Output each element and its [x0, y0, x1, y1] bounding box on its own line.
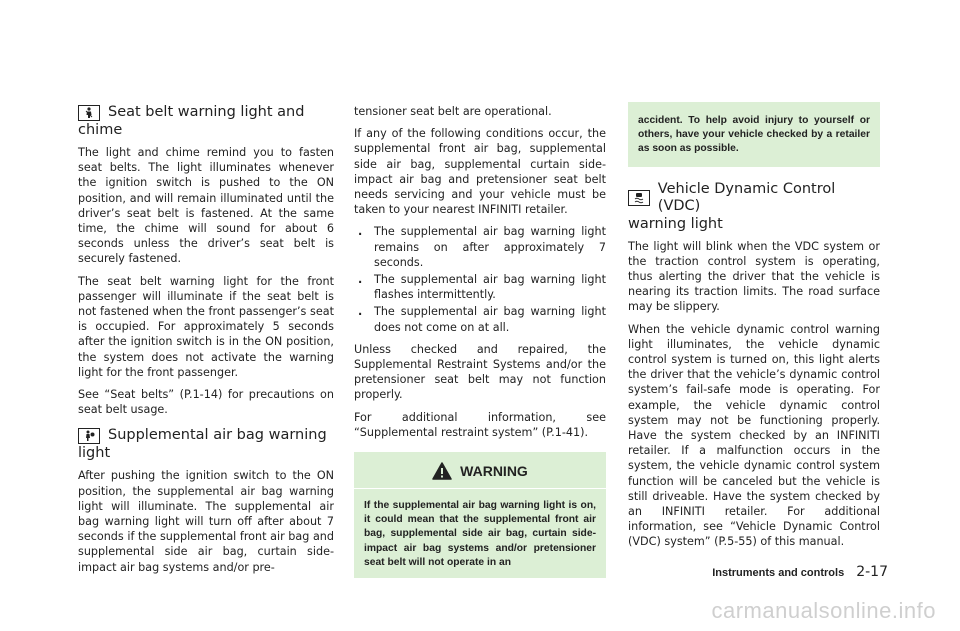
warning-triangle-icon — [432, 462, 452, 480]
seatbelt-paragraph-2: The seat belt warning light for the front passenger will illuminate if the seat belt is not fastened when the front passenger’s seat is occupied. For approximately 5 seconds after the ignition switch is in the ON position, the system does not activate the warning light for the front passenger. — [78, 274, 334, 379]
warning-text: If the supplemental air bag warning light is on, it could mean that the supplemental front air bag, supplemental side air bag, curtain side-impact air bag systems and/or pretensioner seat belt will not operate in an — [364, 500, 596, 568]
watermark: carmanualsonline.info — [711, 598, 936, 623]
vdc-paragraph-1: The light will blink when the VDC system or the traction control system is operating, thus alerting the driver that the vehicle is nearing its traction limits. The road surface may be slippery. — [628, 239, 880, 314]
airbag-conditions-list — [354, 224, 606, 334]
vdc-heading-line2: warning light — [628, 215, 723, 232]
warning-box-continued — [628, 102, 880, 167]
airbag-conditions-intro: If any of the following conditions occur, the supplemental front air bag, supplemental side air bag, supplemental curtain side-impact air bag and pretensioner seat belt needs servicing and your vehicle must be taken to your nearest INFINITI retailer. — [354, 127, 606, 217]
section-title: Instruments and controls — [712, 567, 845, 579]
column-middle — [354, 104, 606, 578]
column-right — [628, 104, 880, 557]
vdc-heading-line1: Vehicle Dynamic Control (VDC) — [657, 180, 836, 214]
airbag-heading-line2: light — [78, 445, 111, 462]
page-footer — [712, 564, 888, 580]
warning-title: WARNING — [460, 463, 528, 480]
seatbelt-icon — [78, 105, 100, 121]
seatbelt-heading-line2: chime — [78, 122, 123, 138]
list-item: . The supplemental air bag warning light flashes intermittently. — [358, 273, 606, 302]
column-left — [78, 104, 334, 582]
seatbelt-heading — [78, 104, 334, 139]
list-item: . The supplemental air bag warning light does not come on at all. — [358, 305, 606, 334]
airbag-heading — [78, 427, 334, 462]
list-item: . The supplemental air bag warning light remains on after approximately 7 seconds. — [358, 225, 606, 269]
warning-text-continued: accident. To help avoid injury to yourself or others, have your vehicle checked by a retailer as soon as possible. — [638, 115, 870, 155]
airbag-paragraph-cont: tensioner seat belt are operational. — [354, 105, 552, 118]
airbag-icon — [78, 428, 100, 444]
airbag-paragraph-1: After pushing the ignition switch to the ON position, the supplemental air bag warning light will illuminate. The supplemental air bag warning light will turn off after about 7 seconds if the supplemental front air bag and supplemental side air bag, curtain side-impact air bag systems and/or pre- — [78, 469, 334, 574]
vdc-heading — [628, 181, 880, 233]
seatbelt-paragraph-1: The light and chime remind you to fasten seat belts. The light illuminates whenever the ignition switch is pushed to the ON position, and will remain illuminated until the driver’s seat belt is fastened. At the same time, the chime will sound for about 6 seconds unless the driver’s seat belt is securely fastened. — [78, 146, 334, 266]
warning-header — [354, 460, 606, 489]
vdc-paragraph-2: When the vehicle dynamic control warning light illuminates, the vehicle dynamic control system is turned on, this light alerts the driver that the vehicle’s dynamic control system’s fail-safe mode is operating. For example, the vehicle dynamic control system may not be functioning properly. Have the system checked by an INFINITI retailer. If a malfunction occurs in the system, the vehicle dynamic control system function will be canceled but the vehicle is still driveable. Have the system checked by an INFINITI retailer. For additional information, see “Vehicle Dynamic Control (VDC) system” (P.5-55) of this manual. — [628, 322, 880, 549]
airbag-heading-line1: Supplemental air bag warning — [108, 427, 327, 444]
seatbelt-heading-line1: Seat belt warning light and — [108, 104, 305, 120]
airbag-additional-info: For additional information, see “Supplemental restraint system” (P.1-41). — [354, 410, 606, 439]
page-number: 2-17 — [856, 564, 888, 580]
warning-box — [354, 452, 606, 578]
vdc-skid-icon — [628, 190, 650, 206]
airbag-unless-paragraph: Unless checked and repaired, the Supplemental Restraint Systems and/or the pretensioner seat belt may not function properly. — [354, 342, 606, 402]
seatbelt-paragraph-3: See “Seat belts” (P.1-14) for precautions on seat belt usage. — [78, 388, 334, 417]
